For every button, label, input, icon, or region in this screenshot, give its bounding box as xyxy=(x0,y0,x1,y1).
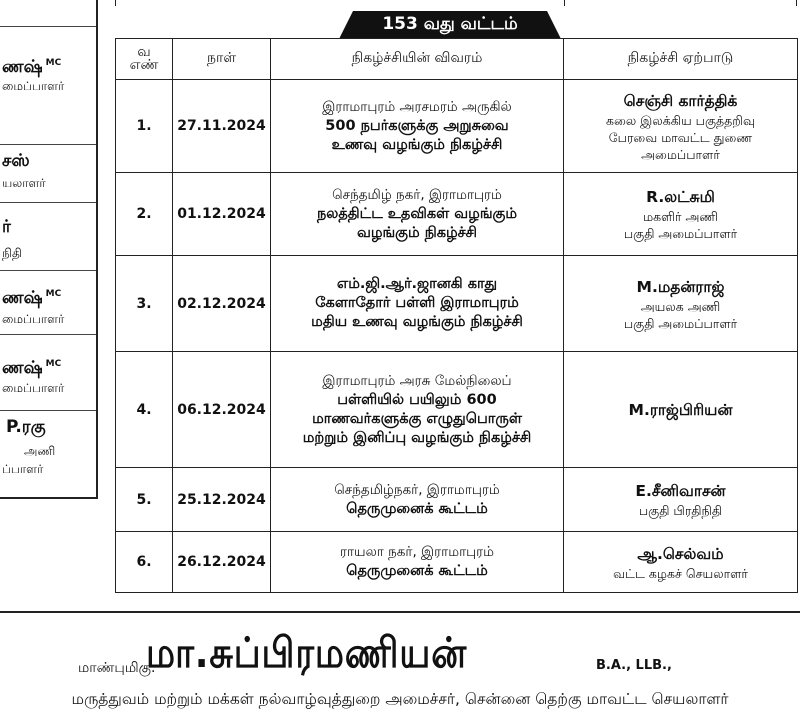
row-organizer xyxy=(564,352,798,468)
left-entry-name: ணஷ் xyxy=(2,358,43,378)
ward-banner-label: 153 வது வட்டம் xyxy=(382,14,518,34)
table-row xyxy=(116,80,798,173)
left-entry-role: மைப்பாளர் xyxy=(2,312,65,326)
column-header-description: நிகழ்ச்சியின் விவரம் xyxy=(271,39,564,80)
row-number: 3. xyxy=(116,256,173,352)
left-entry-role: யலாளர் xyxy=(2,176,46,190)
row-description: இராமாபுரம் அரசமரம் அருகில் 500 நபர்களுக்கு அறுசுவை உணவு வழங்கும் நிகழ்ச்சி xyxy=(271,80,564,173)
row-organizer: R.லட்சுமி மகளிர் அணி பகுதி அமைப்பாளர் xyxy=(564,173,798,256)
left-entry-suffix: MC xyxy=(45,58,62,69)
left-entry-name: ணஷ் xyxy=(2,288,43,308)
minister-name: மா.சுப்பிரமணியன் xyxy=(146,628,468,677)
left-entry-name: P.ரகு xyxy=(6,417,46,437)
left-entry xyxy=(0,410,96,498)
footer-divider xyxy=(0,611,800,613)
honorific: மாண்புமிகு. xyxy=(78,660,156,676)
left-entry-top xyxy=(0,0,96,27)
left-entry xyxy=(0,144,96,203)
left-entry-name: ணஷ் xyxy=(2,57,43,77)
row-organizer: ஆ.செல்வம் வட்ட கழகச் செயலாளர் xyxy=(564,532,798,593)
previous-table-edge xyxy=(115,0,797,6)
row-description: எம்.ஜி.ஆர்.ஜானகி காது கேளாதோர் பள்ளி இராமாபுரம் மதிய உணவு வழங்கும் நிகழ்ச்சி xyxy=(271,256,564,352)
row-date: 06.12.2024 xyxy=(173,352,271,468)
row-description: செந்தமிழ் நகர், இராமாபுரம் நலத்திட்ட உதவிகள் வழங்கும் வழங்கும் நிகழ்ச்சி xyxy=(271,173,564,256)
left-entry-role: நிதி xyxy=(2,246,22,260)
row-number: 1. xyxy=(116,80,173,173)
row-date: 26.12.2024 xyxy=(173,532,271,593)
column-header-number: வ எண் xyxy=(116,39,173,80)
row-description: ராயலா நகர், இராமாபுரம் தெருமுனைக் கூட்டம் xyxy=(271,532,564,593)
row-description: செந்தமிழ்நகர், இராமாபுரம் தெருமுனைக் கூட்டம் xyxy=(271,468,564,532)
row-date: 01.12.2024 xyxy=(173,173,271,256)
left-entry-name: ர் xyxy=(2,217,11,237)
organizer-name: M.மதன்ராஜ் xyxy=(636,277,725,296)
row-number: 4. xyxy=(116,352,173,468)
table-row xyxy=(116,468,798,532)
row-date: 25.12.2024 xyxy=(173,468,271,532)
left-entry xyxy=(0,26,96,145)
organizer-name: செஞ்சி கார்த்திக் xyxy=(623,91,738,110)
organizer-name: M.ராஜ்பிரியன் xyxy=(628,400,733,419)
organizer-name: ஆ.செல்வம் xyxy=(637,544,724,563)
left-entry-role2: ப்பாளர் xyxy=(2,462,44,476)
row-organizer: செஞ்சி கார்த்திக் கலை இலக்கிய பகுத்தறிவு பேரவை மாவட்ட துணை அமைப்பாளர் xyxy=(564,80,798,173)
table-row xyxy=(116,256,798,352)
row-description: இராமாபுரம் அரசு மேல்நிலைப் பள்ளியில் பயிலும் 600 மாணவர்களுக்கு எழுதுபொருள் மற்றும் இனிப்பு வழங்கும் நிகழ்ச்சி xyxy=(271,352,564,468)
row-number: 2. xyxy=(116,173,173,256)
left-entry-role: மைப்பாளர் xyxy=(2,381,65,395)
table-row xyxy=(116,173,798,256)
organizer-name: E.சீனிவாசன் xyxy=(635,482,726,500)
left-entry xyxy=(0,334,96,411)
row-date: 02.12.2024 xyxy=(173,256,271,352)
left-entry xyxy=(0,270,96,335)
qualifications: B.A., LLB., xyxy=(596,658,672,673)
left-entry-suffix: MC xyxy=(45,289,62,300)
left-entry-role: மைப்பாளர் xyxy=(2,79,65,93)
table-header-row xyxy=(116,39,798,80)
column-header-organizer: நிகழ்ச்சி ஏற்பாடு xyxy=(564,39,798,80)
row-organizer: E.சீனிவாசன் பகுதி பிரதிநிதி xyxy=(564,468,798,532)
left-entry-suffix: MC xyxy=(45,359,62,370)
organizer-name: R.லட்சுமி xyxy=(646,188,715,206)
column-header-date: நாள் xyxy=(173,39,271,80)
row-number: 6. xyxy=(116,532,173,593)
left-entry-name: சஸ் xyxy=(2,151,30,171)
left-column-panel xyxy=(0,0,98,499)
table-row xyxy=(116,532,798,593)
row-date: 27.11.2024 xyxy=(173,80,271,173)
left-entry xyxy=(0,202,96,271)
minister-role: மருத்துவம் மற்றும் மக்கள் நல்வாழ்வுத்துறை அமைச்சர், சென்னை தெற்கு மாவட்ட செயலாளர் xyxy=(71,690,729,708)
table-row xyxy=(116,352,798,468)
row-number: 5. xyxy=(116,468,173,532)
left-entry-role: அணி xyxy=(24,444,56,458)
ward-banner xyxy=(339,11,561,39)
row-organizer: M.மதன்ராஜ் அயலக அணி பகுதி அமைப்பாளர் xyxy=(564,256,798,352)
event-schedule-table xyxy=(115,38,798,593)
